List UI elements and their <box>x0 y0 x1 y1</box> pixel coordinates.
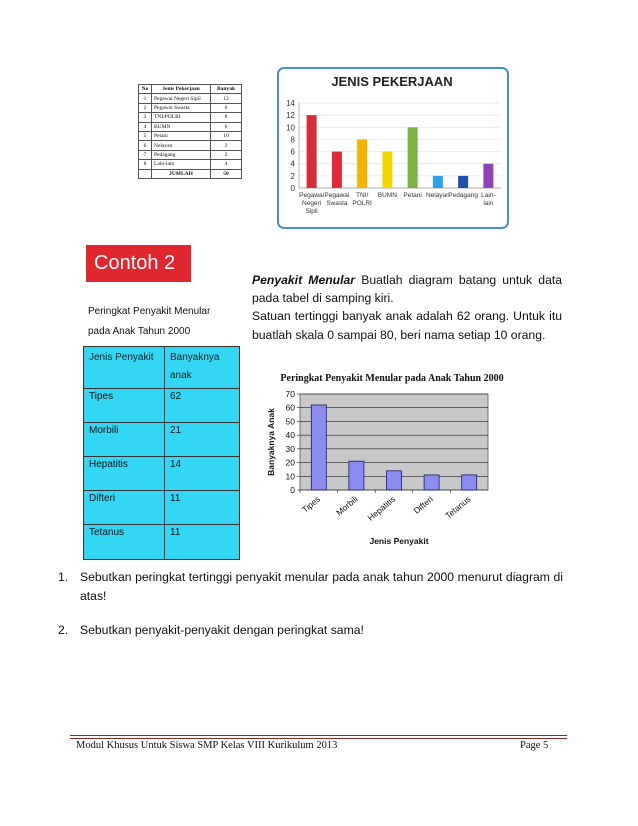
job-x-label: BUMN <box>377 192 397 199</box>
disease-bar <box>387 471 402 490</box>
disease-x-label: Tipes <box>299 493 323 515</box>
job-bar <box>382 152 392 188</box>
job-col-jenis: Jenis Pekerjaan <box>152 85 211 94</box>
disease-count-cell: 11 <box>165 491 240 525</box>
disease-name-cell: Morbili <box>84 423 165 457</box>
disease-name-cell: Difteri <box>84 491 165 525</box>
header-banyaknya-anak: Banyaknya anak <box>165 347 240 389</box>
disease-chart <box>258 366 558 552</box>
job-col-no: No <box>139 85 152 94</box>
disease-bar <box>311 405 326 490</box>
job-x-label: Nelayan <box>425 192 450 199</box>
question-2-number: 2. <box>58 623 69 637</box>
disease-x-label: Hepatitis <box>365 493 398 523</box>
footer-divider-thin <box>70 738 567 739</box>
disease-bar <box>424 475 439 490</box>
job-y-tick: 2 <box>290 171 295 181</box>
job-count-cell: 10 <box>211 131 242 140</box>
job-no-cell: 3 <box>139 113 152 122</box>
job-table-row <box>139 160 242 169</box>
disease-name-cell: Tetanus <box>84 525 165 560</box>
disease-y-label: Banyaknya Anak <box>266 408 276 476</box>
job-table-row <box>139 113 242 122</box>
job-count-cell: 6 <box>211 122 242 131</box>
footer-module-title: Modul Khusus Untuk Siswa SMP Kelas VIII Kurikulum 2013 <box>76 740 338 751</box>
job-x-label: Pedagang <box>448 192 478 199</box>
disease-table-row <box>84 525 240 560</box>
disease-y-tick: 10 <box>285 471 295 482</box>
job-col-banyak: Banyak <box>211 85 242 94</box>
job-name-cell: Lain-lain <box>152 160 211 169</box>
job-total-value: 50 <box>211 169 242 178</box>
instruction-line2: Satuan tertinggi banyak anak adalah 62 orang. Untuk itu buatlah skala 0 sampai 80, beri nama setiap 10 orang. <box>252 309 562 342</box>
job-name-cell: Pegawai Swasta <box>152 103 211 112</box>
question-2 <box>58 621 563 640</box>
job-name-cell: Pedagang <box>152 150 211 159</box>
disease-count-cell: 21 <box>165 423 240 457</box>
disease-chart-title: Peringkat Penyakit Menular pada Anak Tahun 2000 <box>280 373 504 384</box>
job-count-cell: 6 <box>211 103 242 112</box>
job-no-cell: 4 <box>139 122 152 131</box>
job-name-cell: Petani <box>152 131 211 140</box>
job-total-empty <box>139 169 152 178</box>
instruction-line1 <box>252 271 562 307</box>
job-no-cell: 8 <box>139 160 152 169</box>
job-count-cell: 12 <box>211 94 242 103</box>
disease-y-tick: 30 <box>285 443 295 454</box>
disease-y-tick: 0 <box>290 485 295 495</box>
job-table-row <box>139 131 242 140</box>
job-bar <box>307 115 317 188</box>
job-bar <box>483 164 493 188</box>
disease-table-row <box>84 389 240 423</box>
job-table-header <box>139 85 242 94</box>
disease-table <box>83 346 240 560</box>
job-count-cell: 4 <box>211 160 242 169</box>
job-chart <box>279 69 506 226</box>
table-caption-line1: Peringkat Penyakit Menular <box>88 306 211 317</box>
job-bar <box>357 139 367 188</box>
job-y-tick: 0 <box>290 184 295 193</box>
job-bar <box>408 127 418 188</box>
job-name-cell: TNI/POLRI <box>152 113 211 122</box>
job-x-label: Pegawai Negeri Sipil <box>299 192 325 215</box>
disease-table-row <box>84 423 240 457</box>
footer-divider <box>70 735 567 736</box>
disease-table-row <box>84 457 240 491</box>
question-2-text: Sebutkan penyakit-penyakit dengan peringkat sama! <box>80 623 364 637</box>
job-no-cell: 6 <box>139 141 152 150</box>
question-1-text: Sebutkan peringkat tertinggi penyakit menular pada anak tahun 2000 menurut diagram di atas! <box>80 570 563 603</box>
disease-table-row <box>84 491 240 525</box>
disease-x-label: Tetanus <box>443 493 473 521</box>
job-y-tick: 4 <box>290 159 295 169</box>
job-x-label: TNI/ POLRI <box>352 192 372 207</box>
job-x-label: Petani <box>403 192 422 199</box>
disease-name-cell: Tipes <box>84 389 165 423</box>
job-count-cell: 2 <box>211 150 242 159</box>
disease-bar <box>462 475 477 490</box>
job-name-cell: BUMN <box>152 122 211 131</box>
disease-y-tick: 60 <box>285 402 295 413</box>
job-bar <box>458 176 468 188</box>
job-no-cell: 1 <box>139 94 152 103</box>
job-table-row <box>139 122 242 131</box>
disease-table-header <box>84 347 240 389</box>
contoh-badge: Contoh 2 <box>86 245 191 282</box>
disease-x-label: Difteri <box>411 493 435 516</box>
table-caption <box>88 302 248 342</box>
job-x-label: Lain-lain <box>481 192 496 207</box>
disease-name-cell: Hepatitis <box>84 457 165 491</box>
job-total-label: JUMLAH <box>152 169 211 178</box>
instruction-paragraph <box>252 271 562 344</box>
disease-y-tick: 50 <box>285 416 295 427</box>
job-table <box>138 84 242 179</box>
job-y-tick: 6 <box>290 147 295 157</box>
disease-x-label: Morbili <box>334 493 360 518</box>
job-count-cell: 2 <box>211 141 242 150</box>
job-no-cell: 5 <box>139 131 152 140</box>
page-number: Page 5 <box>520 740 549 751</box>
instruction-emphasis: Penyakit Menular <box>252 273 356 287</box>
job-name-cell: Pegawai Negeri Sipil <box>152 94 211 103</box>
disease-count-cell: 62 <box>165 389 240 423</box>
job-y-tick: 14 <box>286 99 295 108</box>
header-jenis-penyakit: Jenis Penyakit <box>84 347 165 389</box>
disease-x-axis-label: Jenis Penyakit <box>369 536 429 546</box>
job-x-label: Pegawai Swasta <box>324 192 350 207</box>
disease-bar <box>349 461 364 490</box>
job-chart-title: JENIS PEKERJAAN <box>331 74 453 89</box>
question-1-number: 1. <box>58 570 69 584</box>
job-no-cell: 7 <box>139 150 152 159</box>
instruction-line1-text: Buatlah diagram batang untuk data pada tabel di samping kiri. <box>252 273 563 306</box>
job-table-row <box>139 94 242 103</box>
disease-count-cell: 11 <box>165 525 240 560</box>
job-bar <box>433 176 443 188</box>
job-count-cell: 8 <box>211 113 242 122</box>
job-name-cell: Nelayan <box>152 141 211 150</box>
disease-count-cell: 14 <box>165 457 240 491</box>
job-table-row <box>139 103 242 112</box>
job-chart-frame <box>277 67 509 229</box>
job-bar <box>332 152 342 188</box>
job-table-total-row <box>139 169 242 178</box>
disease-y-tick: 20 <box>285 457 295 468</box>
table-caption-line2: pada Anak Tahun 2000 <box>88 326 191 337</box>
job-no-cell: 2 <box>139 103 152 112</box>
disease-y-tick: 70 <box>285 389 295 399</box>
job-y-tick: 10 <box>286 123 295 133</box>
job-table-row <box>139 141 242 150</box>
question-1 <box>58 568 563 606</box>
job-y-tick: 8 <box>290 135 295 145</box>
job-table-row <box>139 150 242 159</box>
disease-y-tick: 40 <box>285 430 295 441</box>
job-y-tick: 12 <box>286 111 295 121</box>
